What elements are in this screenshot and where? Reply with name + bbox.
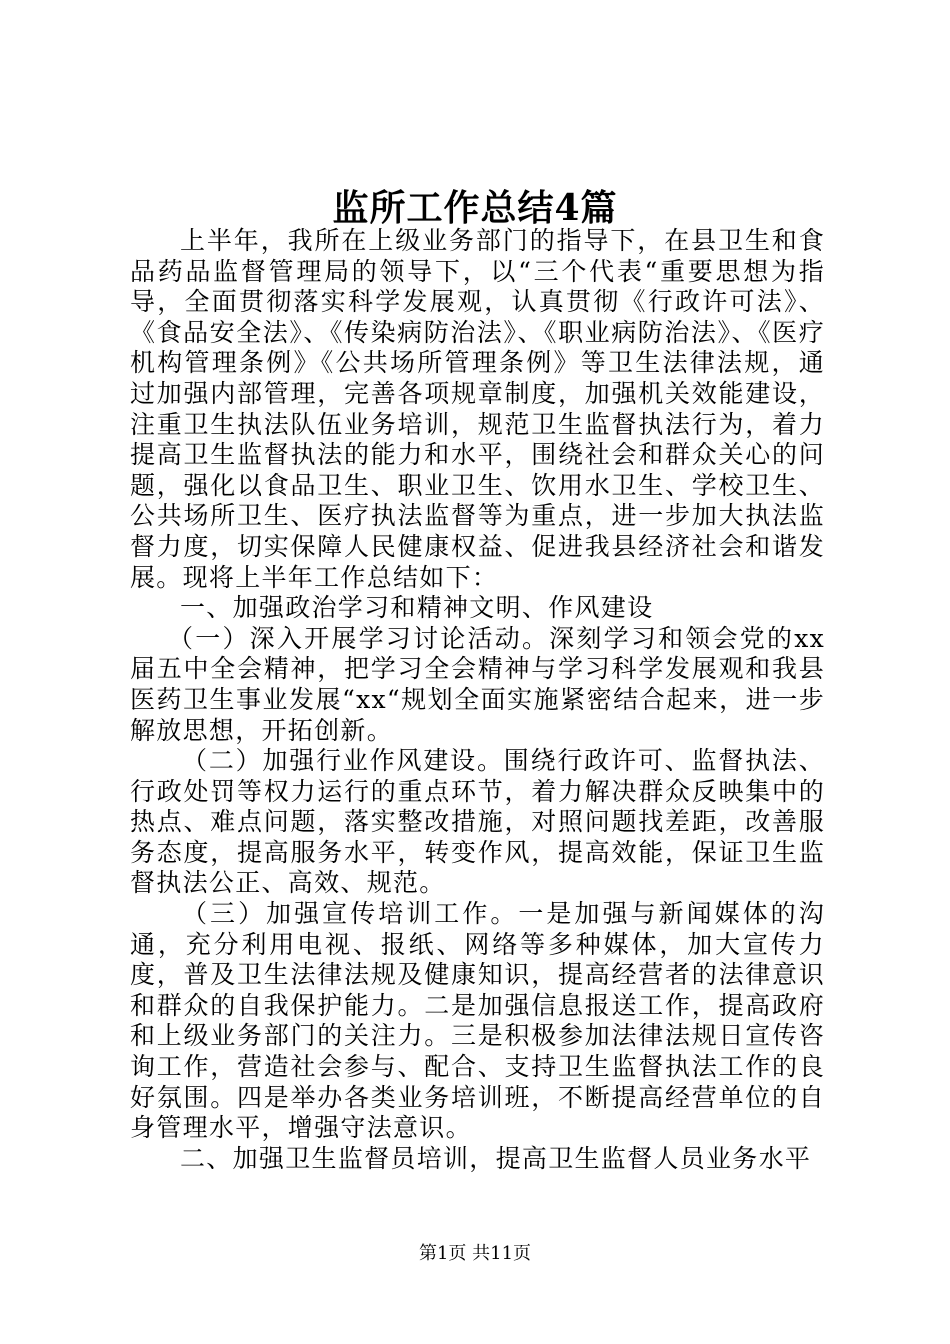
subsection-paragraph-2: （二）加强行业作风建设。围绕行政许可、监督执法、行政处罚等权力运行的重点环节，着力解决群众反映集中的热点、难点问题，落实整改措施，对照问题找差距，改善服务态度，提高服务水平，转变作风，提高效能，保证卫生监督执法公正、高效、规范。: [130, 746, 825, 898]
subsection-paragraph-3: （三）加强宣传培训工作。一是加强与新闻媒体的沟通，充分利用电视、报纸、网络等多种媒体，加大宣传力度，普及卫生法律法规及健康知识，提高经营者的法律意识和群众的自我保护能力。二是加强信息报送工作，提高政府和上级业务部门的关注力。三是积极参加法律法规日宣传咨询工作，营造社会参与、配合、支持卫生监督执法工作的良好氛围。四是举办各类业务培训班，不断提高经营单位的自身管理水平，增强守法意识。: [130, 899, 825, 1143]
subsection-paragraph-1: （一）深入开展学习讨论活动。深刻学习和领会党的xx届五中全会精神，把学习全会精神与学习科学发展观和我县医药卫生事业发展“xx“规划全面实施紧密结合起来，进一步解放思想，开拓创新。: [130, 623, 825, 745]
section-heading-1: 一、加强政治学习和精神文明、作风建设: [180, 593, 654, 623]
document-body: [130, 226, 825, 1174]
section-heading-2: 二、加强卫生监督员培训，提高卫生监督人员业务水平: [180, 1143, 812, 1173]
document-title: 监所工作总结4篇: [332, 187, 618, 229]
page-footer: 第1页 共11页: [418, 1243, 532, 1264]
intro-paragraph: 上半年，我所在上级业务部门的指导下，在县卫生和食品药品监督管理局的领导下，以“三个代表“重要思想为指导，全面贯彻落实科学发展观，认真贯彻《行政许可法》、《食品安全法》、《传染病防治法》、《职业病防治法》、《医疗机构管理条例》《公共场所管理条例》等卫生法律法规，通过加强内部管理，完善各项规章制度，加强机关效能建设，注重卫生执法队伍业务培训，规范卫生监督执法行为，着力提高卫生监督执法的能力和水平，围绕社会和群众关心的问题，强化以食品卫生、职业卫生、饮用水卫生、学校卫生、公共场所卫生、医疗执法监督等为重点，进一步加大执法监督力度，切实保障人民健康权益、促进我县经济社会和谐发展。现将上半年工作总结如下：: [130, 226, 825, 592]
